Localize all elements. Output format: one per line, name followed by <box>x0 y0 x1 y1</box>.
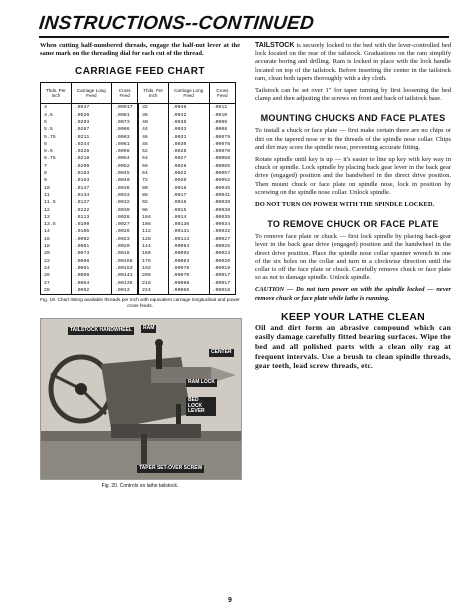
table-row <box>41 134 236 141</box>
table-cell: .0009 <box>209 119 235 126</box>
table-cell: .00019 <box>209 265 235 272</box>
table-cell: .00068 <box>168 280 209 287</box>
table-cell: .0018 <box>168 185 209 192</box>
table-cell: 96 <box>138 207 168 214</box>
table-cell: 5.5 <box>41 126 72 133</box>
table-cell: .0020 <box>112 243 138 250</box>
tailstock-section <box>255 42 451 83</box>
remove-paragraph: To remove face plate or chuck — first lock spindle by placing back-gear lever in the back gear drive (engaged) position and the handwheel in the direct drive position. Place the spindle nose collar spanner wrench in one of the six holes on the collar and turn in a clockwise direction until the collar is off the face plate or chuck. Carefully remove chuck or face plate so as not to damage spindle. Unlock spindle. <box>255 233 451 282</box>
table-row <box>41 214 236 221</box>
table-cell: 176 <box>138 258 168 265</box>
intro-paragraph: When cutting half-numbered threads, engage the half-nut lever at the same mark on the threading dial for each cut of the thread. <box>40 42 240 58</box>
table-cell: .0127 <box>71 199 111 206</box>
table-row <box>41 258 236 265</box>
table-cell: .00057 <box>209 170 235 177</box>
table-cell: 26 <box>41 272 72 279</box>
table-row <box>41 155 236 162</box>
table-cell: .0008 <box>209 126 235 133</box>
table-cell: .0020 <box>168 177 209 184</box>
table-body <box>41 104 236 295</box>
label-tailstock-handwheel: TAILSTOCK HANDWHEEL <box>70 327 133 334</box>
table-cell: 108 <box>138 221 168 228</box>
table-cell: .0010 <box>209 112 235 119</box>
table-cell: .0031 <box>168 134 209 141</box>
table-cell: .00141 <box>112 272 138 279</box>
table-cell: .0081 <box>71 243 111 250</box>
table-cell: .0081 <box>112 112 138 119</box>
table-cell: .0061 <box>112 141 138 148</box>
table-row <box>41 228 236 235</box>
table-cell: .00016 <box>209 287 235 295</box>
table-cell: 88 <box>138 192 168 199</box>
table-cell: 104 <box>138 214 168 221</box>
table-cell: .0052 <box>112 163 138 170</box>
table-cell: .0063 <box>112 134 138 141</box>
table-cell: 22 <box>41 258 72 265</box>
table-cell: 48 <box>138 141 168 148</box>
table-cell: .00153 <box>112 265 138 272</box>
table-cell: 4 <box>41 104 72 112</box>
table-cell: .0054 <box>71 280 111 287</box>
label-taper-setover-screw: TAPER SET-OVER SCREW <box>139 465 203 472</box>
table-cell: .0011 <box>209 104 235 112</box>
table-row <box>41 104 236 112</box>
table-row <box>41 163 236 170</box>
table-cell: .0293 <box>71 119 111 126</box>
table-row <box>41 192 236 199</box>
table-row <box>41 170 236 177</box>
table-cell: .0211 <box>71 134 111 141</box>
label-bed-lock-lever: BED LOCK LEVER <box>186 397 216 416</box>
table-cell: .0056 <box>112 148 138 155</box>
table-cell: .0046 <box>168 104 209 112</box>
table-cell: 208 <box>138 272 168 279</box>
table-cell: .0030 <box>168 141 209 148</box>
tailstock-setover-text: Tailstock can be set over 1" for taper turning by first loosening the bed clamp and then adjusting the screws on front and back of tailstock base. <box>255 87 451 103</box>
table-header-row <box>41 83 236 104</box>
table-row <box>41 287 236 295</box>
table-cell: .00023 <box>209 250 235 257</box>
table-cell: 72 <box>138 177 168 184</box>
table-cell: 32 <box>138 104 168 112</box>
table-cell: 224 <box>138 287 168 295</box>
table-cell: 46 <box>138 134 168 141</box>
table-cell: 36 <box>138 112 168 119</box>
table-cell: .0023 <box>112 236 138 243</box>
table-cell: 11.5 <box>41 199 72 206</box>
chart-title: CARRIAGE FEED CHART <box>74 66 206 78</box>
table-cell: .0183 <box>71 170 111 177</box>
table-row <box>41 141 236 148</box>
chucks-paragraph-2: Rotate spindle until key is up — it's easier to line up key with key way in chuck or spindle. Lock spindle by placing back gear lever in the back gear drive (engaged) position and the handwheel in the direct drive position. Then mount chuck or face plate on spindle nose, lock in position by screwing on the spindle nose collar. Unlock spindle. <box>255 156 451 196</box>
table-cell: .0017 <box>168 192 209 199</box>
table-cell: .0092 <box>71 236 111 243</box>
table-cell: .0244 <box>71 141 111 148</box>
table-cell: .0147 <box>71 185 111 192</box>
column-header: Carriage Long Feed <box>71 83 111 104</box>
table-row <box>41 221 236 228</box>
table-cell: 14 <box>41 228 72 235</box>
table-cell: .0028 <box>112 214 138 221</box>
remove-chuck-heading: TO REMOVE CHUCK OR FACE PLATE <box>267 219 439 230</box>
table-cell: 16 <box>41 236 72 243</box>
table-cell: .00034 <box>209 221 235 228</box>
title-rule <box>39 36 449 38</box>
tailstock-heading: TAILSTOCK <box>255 42 295 49</box>
table-cell: .0016 <box>168 199 209 206</box>
table-cell: .00065 <box>209 163 235 170</box>
column-header: Thds. Per Inch <box>138 83 168 104</box>
table-cell: 4.5 <box>41 112 72 119</box>
table-cell: 20 <box>41 250 72 257</box>
table-cell: .0027 <box>112 221 138 228</box>
table-cell: 40 <box>138 119 168 126</box>
table-cell: 24 <box>41 265 72 272</box>
table-cell: .0036 <box>112 185 138 192</box>
label-center: CENTER <box>211 349 232 356</box>
table-cell: .0027 <box>168 155 209 162</box>
table-cell: .0066 <box>71 258 111 265</box>
table-cell: .00035 <box>209 214 235 221</box>
table-cell: .00083 <box>168 258 209 265</box>
table-cell: 216 <box>138 280 168 287</box>
left-column <box>40 42 240 489</box>
table-cell: 192 <box>138 265 168 272</box>
carriage-feed-table <box>40 82 236 295</box>
table-cell: .0073 <box>71 250 111 257</box>
table-cell: 160 <box>138 250 168 257</box>
page-title: INSTRUCTIONS--CONTINUED <box>37 13 316 34</box>
table-cell: .00076 <box>168 265 209 272</box>
table-cell: .0040 <box>112 177 138 184</box>
table-cell: .00038 <box>209 207 235 214</box>
table-row <box>41 185 236 192</box>
table-cell: .00068 <box>209 155 235 162</box>
chucks-paragraph-1: To install a chuck or face plate — first make certain there are no chips or dirt on the tapered nose or in the threads of the spindle nose collar. Chips and dirt may score the spindle nose, preventing accurate fitting. <box>255 127 451 151</box>
table-row <box>41 119 236 126</box>
table-cell: 12 <box>41 207 72 214</box>
table-cell: .0066 <box>112 126 138 133</box>
table-cell: 9 <box>41 177 72 184</box>
table-cell: .0054 <box>112 155 138 162</box>
table-row <box>41 250 236 257</box>
table-row <box>41 207 236 214</box>
table-cell: .0045 <box>112 170 138 177</box>
tailstock-photo <box>40 318 242 480</box>
column-header: Cross Feed <box>209 83 235 104</box>
table-cell: .0030 <box>112 207 138 214</box>
table-cell: .0113 <box>71 214 111 221</box>
table-cell: 64 <box>138 170 168 177</box>
table-cell: 92 <box>138 199 168 206</box>
keep-clean-heading: KEEP YOUR LATHE CLEAN <box>281 310 425 323</box>
table-cell: .0226 <box>71 148 111 155</box>
table-cell: .00070 <box>168 272 209 279</box>
table-cell: 5.75 <box>41 134 72 141</box>
table-cell: 27 <box>41 280 72 287</box>
table-cell: .0073 <box>112 119 138 126</box>
table-cell: 13 <box>41 214 72 221</box>
table-cell: .00076 <box>209 141 235 148</box>
table-cell: .00135 <box>112 280 138 287</box>
table-cell: .0209 <box>71 163 111 170</box>
table-cell: .00114 <box>168 236 209 243</box>
table-cell: 28 <box>41 287 72 295</box>
chucks-warning: DO NOT TURN ON POWER WITH THE SPINDLE LOCKED. <box>255 201 435 209</box>
table-cell: .00166 <box>112 258 138 265</box>
keep-clean-text: Oil and dirt form an abrasive compound which can easily damage carefully fitted bearing surfaces. Wipe the bed and all polished parts with a clean oily rag at frequent intervals. Use a brush to clean spindle threads, gear teeth, lead screw threads, etc. <box>255 322 451 371</box>
table-cell: 112 <box>138 228 168 235</box>
table-cell: 6.75 <box>41 155 72 162</box>
table-cell: .0109 <box>71 221 111 228</box>
table-row <box>41 177 236 184</box>
table-row <box>41 265 236 272</box>
table-cell: .0015 <box>168 207 209 214</box>
table-row <box>41 148 236 155</box>
table-cell: .00052 <box>209 177 235 184</box>
label-ram-lock: RAM LOCK <box>188 379 215 386</box>
mounting-chucks-heading: MOUNTING CHUCKS AND FACE PLATES <box>260 113 446 124</box>
table-cell: .0018 <box>112 250 138 257</box>
page-number: 9 <box>228 597 232 604</box>
table-row <box>41 236 236 243</box>
table-cell: .0547 <box>71 104 111 112</box>
table-cell: .0267 <box>71 126 111 133</box>
table-cell: .0026 <box>168 163 209 170</box>
table-cell: .0032 <box>112 199 138 206</box>
table-cell: .00027 <box>209 236 235 243</box>
table-cell: .00025 <box>209 243 235 250</box>
table-row <box>41 280 236 287</box>
table-row <box>41 112 236 119</box>
column-header: Carriage Long Feed <box>168 83 209 104</box>
table-cell: .0218 <box>71 155 111 162</box>
table-cell: 54 <box>138 155 168 162</box>
table-cell: 8 <box>41 170 72 177</box>
table-cell: 52 <box>138 148 168 155</box>
table-cell: 5 <box>41 119 72 126</box>
caution-text: CAUTION — Do not turn power on with the spindle locked — never remove chuck or face plate while lathe is running. <box>255 286 451 302</box>
table-cell: .0042 <box>168 112 209 119</box>
table-cell: .0122 <box>71 207 111 214</box>
table-cell: .0033 <box>168 126 209 133</box>
table-cell: .0526 <box>71 112 111 119</box>
table-cell: .00017 <box>209 280 235 287</box>
table-row <box>41 272 236 279</box>
table-row <box>41 243 236 250</box>
table-cell: .00070 <box>209 148 235 155</box>
column-header: Cross Feed <box>112 83 138 104</box>
table-cell: .00092 <box>168 250 209 257</box>
table-cell: .00045 <box>209 185 235 192</box>
table-cell: .0061 <box>71 265 111 272</box>
table-cell: .0013 <box>112 287 138 295</box>
table-row <box>41 126 236 133</box>
table-cell: .0134 <box>71 192 111 199</box>
tailstock-text: is securely locked to the bed with the lever-controlled bed lock located on the rear of the tailstock. Graduations on the ram simplify accurate boring and drilling. Ram is locked in place with the lock handle located on top of the tailstock. Before inserting the center in the tailstock ram, clean both tapers thoroughly with a dry cloth. <box>255 42 451 82</box>
table-row <box>41 199 236 206</box>
label-ram: RAM <box>143 325 155 332</box>
table-cell: 13.5 <box>41 221 72 228</box>
table-cell: .0163 <box>71 177 111 184</box>
table-cell: .0033 <box>112 192 138 199</box>
table-cell: .0056 <box>71 272 111 279</box>
table-cell: .0022 <box>168 170 209 177</box>
table-cell: .00017 <box>209 272 235 279</box>
table-cell: .00917 <box>112 104 138 112</box>
table-cell: .0026 <box>112 228 138 235</box>
table-cell: .0014 <box>168 214 209 221</box>
table-cell: 56 <box>138 163 168 170</box>
table-cell: .00131 <box>168 228 209 235</box>
table-cell: .00039 <box>209 199 235 206</box>
table-cell: .00079 <box>209 134 235 141</box>
table-cell: .00136 <box>168 221 209 228</box>
table-cell: 11 <box>41 192 72 199</box>
column-header: Thds. Per Inch <box>41 83 72 104</box>
table-cell: 10 <box>41 185 72 192</box>
table-cell: .00020 <box>209 258 235 265</box>
table-cell: .00065 <box>168 287 209 295</box>
photo-caption: Fig. 20. Controls on lathe tailstock. <box>101 483 179 490</box>
table-cell: 7 <box>41 163 72 170</box>
table-cell: 80 <box>138 185 168 192</box>
table-cell: 18 <box>41 243 72 250</box>
table-cell: .00032 <box>209 228 235 235</box>
table-cell: 128 <box>138 236 168 243</box>
table-cell: 144 <box>138 243 168 250</box>
table-cell: .00094 <box>168 243 209 250</box>
table-cell: .0052 <box>71 287 111 295</box>
chart-caption: Fig. 19. Chart listing available threads per inch with equivalent carriage longitudinal and power cross feeds. <box>40 298 240 310</box>
table-cell: .00041 <box>209 192 235 199</box>
table-cell: 6 <box>41 141 72 148</box>
table-cell: .0036 <box>168 119 209 126</box>
table-cell: 6.5 <box>41 148 72 155</box>
right-column <box>255 42 451 371</box>
table-cell: .0028 <box>168 148 209 155</box>
table-cell: 44 <box>138 126 168 133</box>
table-cell: .0105 <box>71 228 111 235</box>
